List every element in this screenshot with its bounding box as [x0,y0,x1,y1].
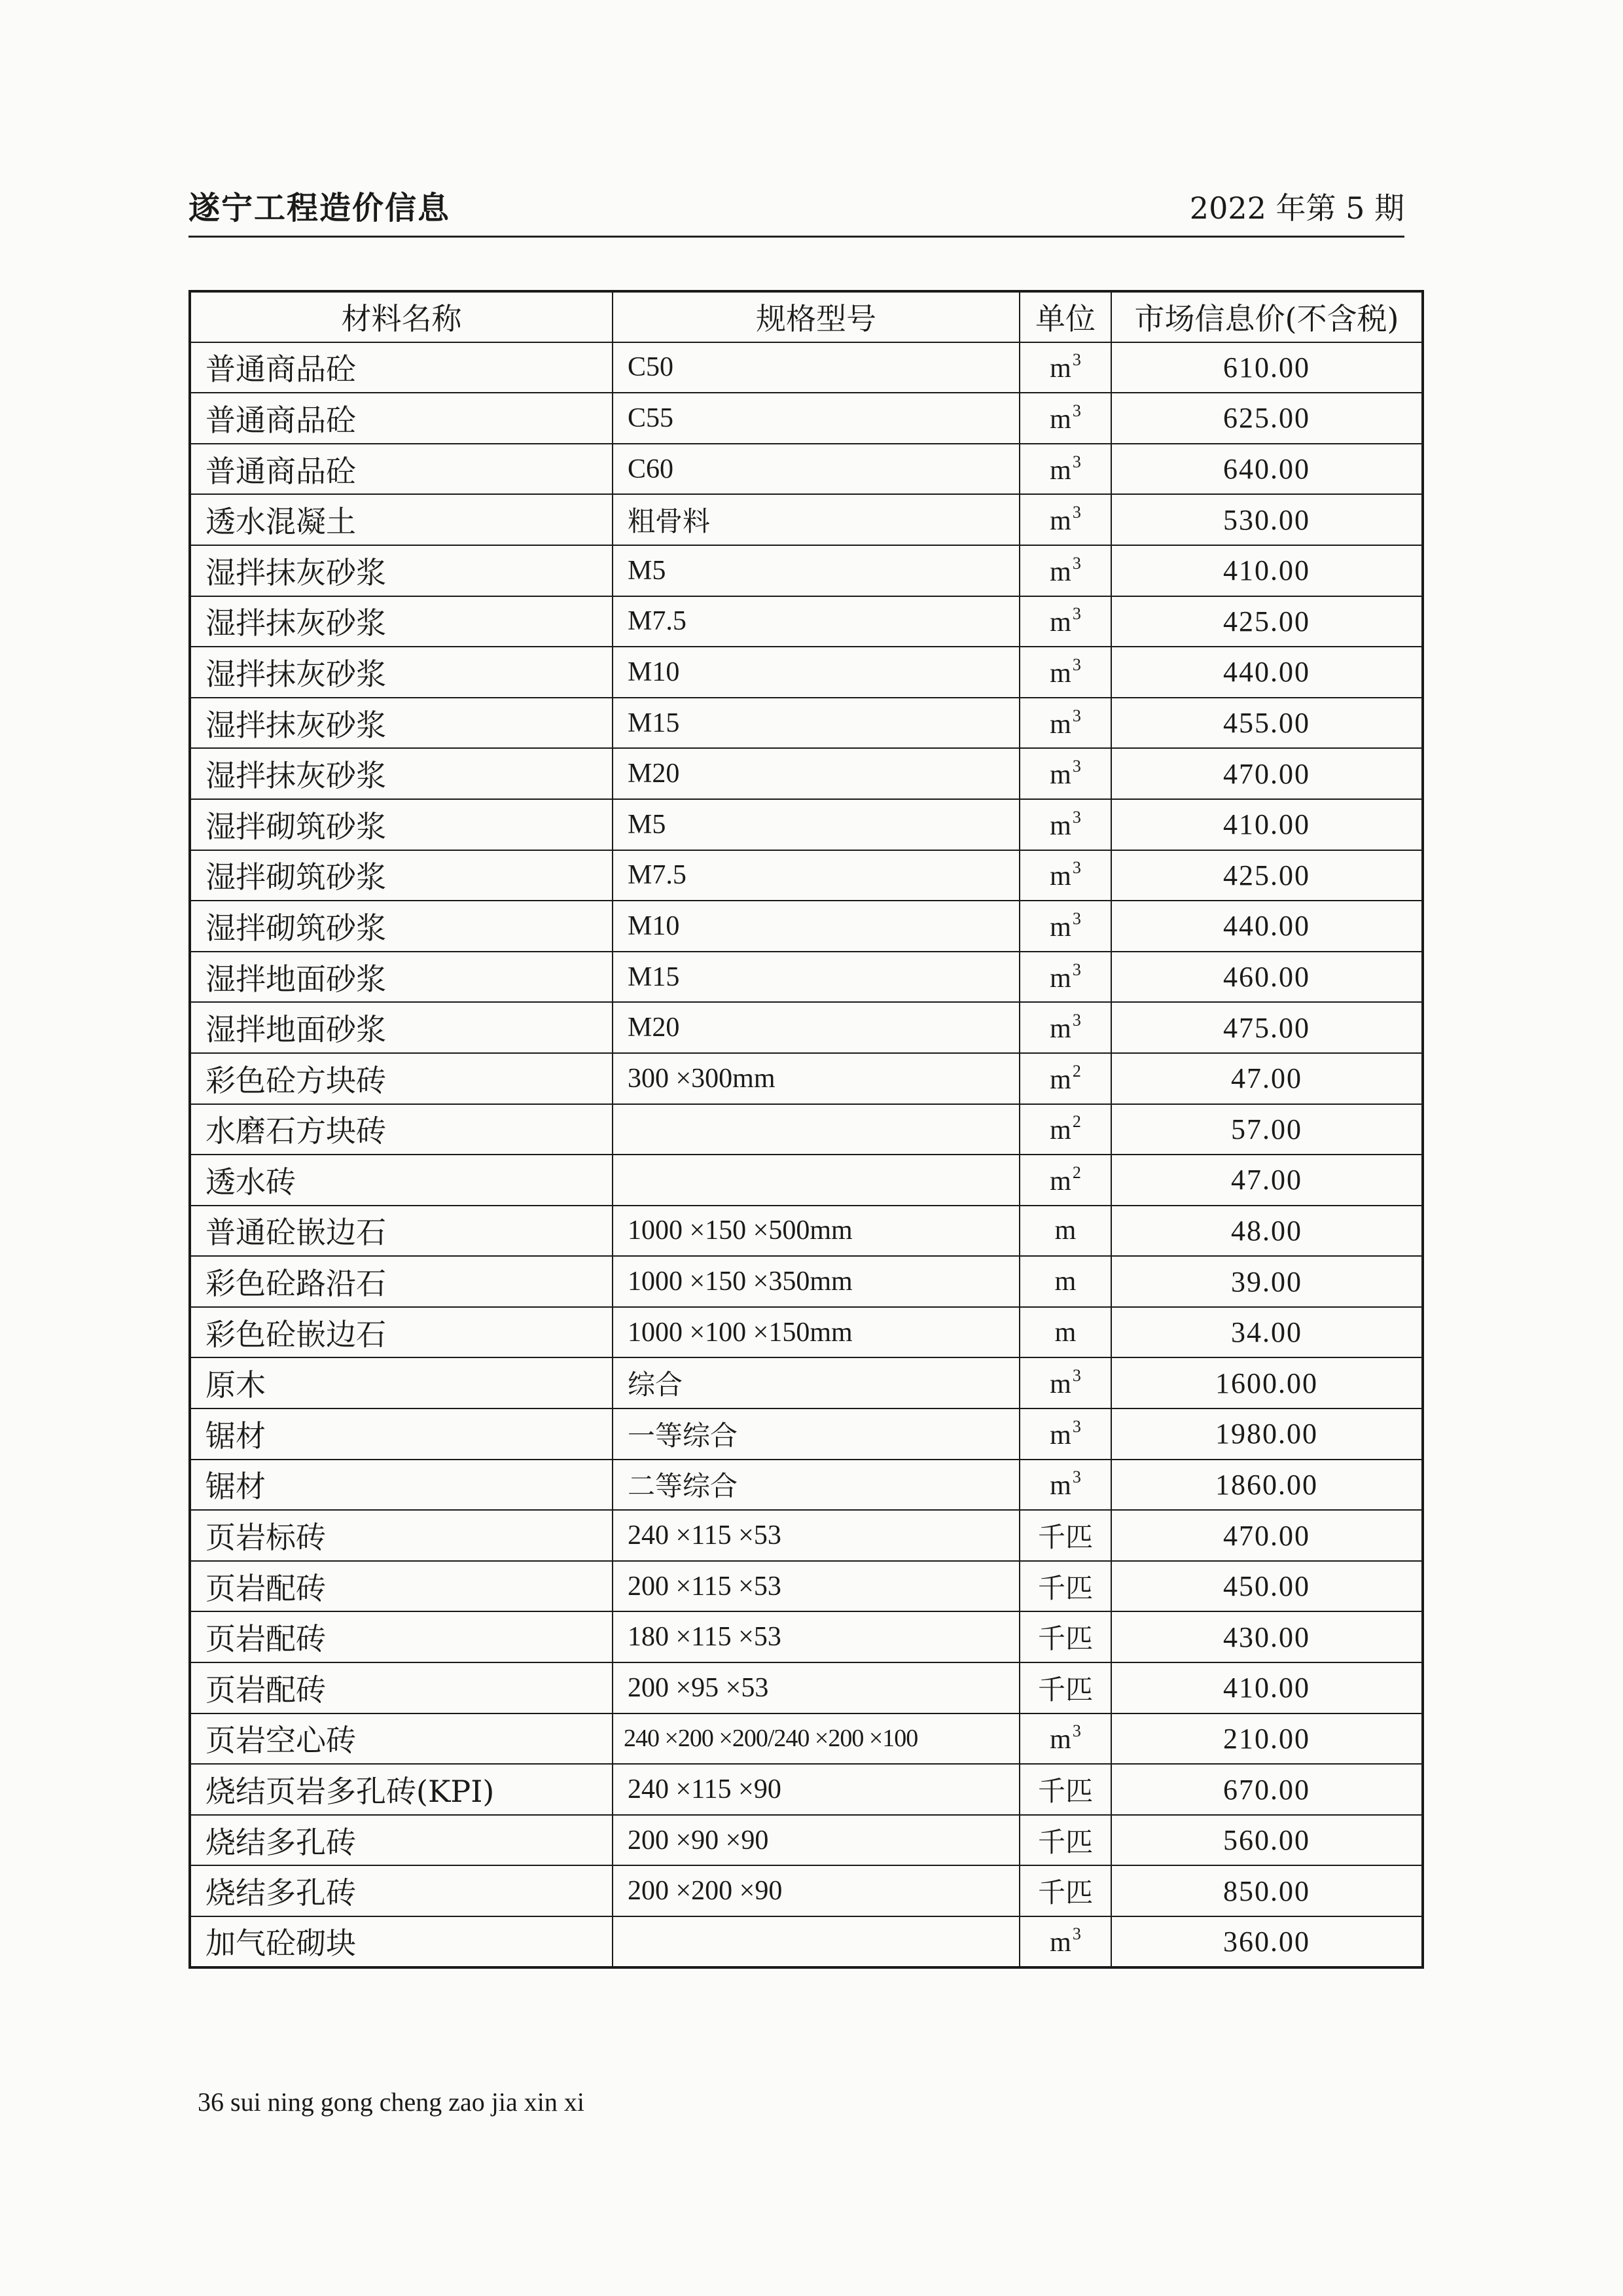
table-row [190,1865,1423,1916]
unit-exponent: 3 [1072,908,1081,928]
table-row [190,1408,1423,1460]
unit-exponent: 3 [1072,1467,1081,1487]
specification-cell: 200 ×90 ×90 [613,1815,1020,1866]
unit-exponent: 3 [1072,1011,1081,1030]
market-price-cell: 640.00 [1111,444,1423,495]
material-name-cell: 透水混凝土 [190,494,613,545]
unit-text: m [1050,1115,1071,1146]
table-row [190,545,1423,596]
unit-cell [1020,799,1111,850]
unit-cell [1020,1002,1111,1053]
table-row [190,1155,1423,1206]
unit-cell [1020,545,1111,596]
specification-cell: 240 ×200 ×200/240 ×200 ×100 [613,1713,1020,1765]
market-price-cell: 610.00 [1111,342,1423,393]
market-price-cell: 47.00 [1111,1155,1423,1206]
unit-cell [1020,1460,1111,1511]
market-price-cell: 470.00 [1111,748,1423,799]
table-row [190,1611,1423,1662]
market-price-cell: 670.00 [1111,1764,1423,1815]
unit-text: 千匹 [1037,1523,1093,1554]
market-price-cell: 460.00 [1111,952,1423,1003]
table-row [190,1916,1423,1967]
market-price-cell: 470.00 [1111,1510,1423,1561]
specification-cell: 240 ×115 ×90 [613,1764,1020,1815]
unit-text: m [1050,607,1071,638]
specification-cell [613,1916,1020,1967]
unit-text: m [1050,760,1071,791]
specification-cell: 1000 ×150 ×500mm [613,1206,1020,1257]
unit-text: m [1054,1317,1077,1348]
page-footer: 36 sui ning gong cheng zao jia xin xi [198,2087,585,2117]
market-price-cell: 475.00 [1111,1002,1423,1053]
unit-text: m [1050,658,1071,689]
unit-exponent: 3 [1072,960,1081,979]
table-row [190,748,1423,799]
specification-cell: 200 ×115 ×53 [613,1561,1020,1612]
market-price-cell: 625.00 [1111,393,1423,444]
unit-cell [1020,1053,1111,1104]
unit-text: m [1050,1928,1071,1958]
table-row [190,494,1423,545]
table-row [190,1662,1423,1713]
table-row [190,444,1423,495]
market-price-cell: 440.00 [1111,647,1423,698]
market-price-cell: 850.00 [1111,1865,1423,1916]
material-name-cell: 普通商品砼 [190,393,613,444]
material-name-cell: 加气砼砌块 [190,1916,613,1967]
specification-cell: 1000 ×100 ×150mm [613,1307,1020,1358]
material-name-cell: 透水砖 [190,1155,613,1206]
specification-cell: C60 [613,444,1020,495]
specification-cell: M5 [613,545,1020,596]
material-name-cell: 普通商品砼 [190,444,613,495]
unit-exponent: 3 [1072,807,1081,827]
market-price-cell: 410.00 [1111,1662,1423,1713]
specification-cell: 二等综合 [613,1460,1020,1511]
market-price-cell: 1980.00 [1111,1408,1423,1460]
unit-exponent: 3 [1072,1924,1081,1944]
table-row [190,1104,1423,1155]
unit-text: m [1050,1471,1071,1501]
table-row [190,1815,1423,1866]
specification-cell: 300 ×300mm [613,1053,1020,1104]
specification-cell: C50 [613,342,1020,393]
unit-text: m [1050,455,1071,486]
material-name-cell: 页岩配砖 [190,1561,613,1612]
material-name-cell: 页岩标砖 [190,1510,613,1561]
material-name-cell: 湿拌抹灰砂浆 [190,698,613,749]
material-name-cell: 页岩空心砖 [190,1713,613,1765]
market-price-cell: 210.00 [1111,1713,1423,1765]
unit-cell [1020,342,1111,393]
specification-cell: M7.5 [613,850,1020,901]
unit-cell [1020,850,1111,901]
material-name-cell: 彩色砼嵌边石 [190,1307,613,1358]
unit-cell [1020,647,1111,698]
unit-exponent: 3 [1072,1366,1081,1386]
material-name-cell: 锯材 [190,1408,613,1460]
unit-text: 千匹 [1037,1777,1093,1808]
material-name-cell: 锯材 [190,1460,613,1511]
unit-text: m [1054,1266,1077,1297]
unit-cell [1020,1104,1111,1155]
unit-cell [1020,1561,1111,1612]
specification-cell: M15 [613,698,1020,749]
unit-cell [1020,444,1111,495]
specification-cell: 粗骨料 [613,494,1020,545]
specification-cell: M20 [613,748,1020,799]
unit-exponent: 3 [1072,706,1081,725]
unit-text: 千匹 [1037,1675,1093,1706]
table-row [190,647,1423,698]
specification-cell: M5 [613,799,1020,850]
column-header-material-name: 材料名称 [190,291,613,342]
unit-cell [1020,1916,1111,1967]
unit-cell [1020,901,1111,952]
table-row [190,1053,1423,1104]
table-row [190,952,1423,1003]
unit-cell [1020,1357,1111,1408]
column-header-unit: 单位 [1020,291,1111,342]
unit-cell [1020,1206,1111,1257]
unit-exponent: 3 [1072,452,1081,471]
unit-text: m [1050,404,1071,435]
unit-text: m [1050,709,1071,740]
unit-text: m [1050,861,1071,892]
table-row [190,850,1423,901]
unit-text: m [1050,506,1071,537]
unit-exponent: 3 [1072,1416,1081,1436]
table-row [190,1561,1423,1612]
material-name-cell: 原木 [190,1357,613,1408]
specification-cell: 200 ×95 ×53 [613,1662,1020,1713]
table-row [190,1764,1423,1815]
specification-cell: M20 [613,1002,1020,1053]
market-price-cell: 57.00 [1111,1104,1423,1155]
table-row [190,1002,1423,1053]
unit-cell [1020,1815,1111,1866]
unit-exponent: 3 [1072,553,1081,573]
material-name-cell: 普通商品砼 [190,342,613,393]
table-row [190,1510,1423,1561]
specification-cell: C55 [613,393,1020,444]
specification-cell: M10 [613,901,1020,952]
specification-cell: M10 [613,647,1020,698]
table-row [190,393,1423,444]
unit-text: m [1050,810,1071,841]
unit-text: m [1050,963,1071,994]
unit-cell [1020,748,1111,799]
specification-cell: 一等综合 [613,1408,1020,1460]
material-name-cell: 页岩配砖 [190,1611,613,1662]
table-row [190,1256,1423,1307]
specification-cell: 180 ×115 ×53 [613,1611,1020,1662]
market-price-cell: 455.00 [1111,698,1423,749]
market-price-cell: 1600.00 [1111,1357,1423,1408]
unit-exponent: 3 [1072,401,1081,420]
market-price-cell: 360.00 [1111,1916,1423,1967]
unit-cell [1020,1865,1111,1916]
market-price-cell: 34.00 [1111,1307,1423,1358]
market-price-cell: 48.00 [1111,1206,1423,1257]
unit-cell [1020,393,1111,444]
column-header-market-price: 市场信息价(不含税) [1111,291,1423,342]
market-price-cell: 1860.00 [1111,1460,1423,1511]
unit-cell [1020,1155,1111,1206]
market-price-cell: 425.00 [1111,596,1423,647]
specification-cell: M15 [613,952,1020,1003]
unit-exponent: 2 [1072,1061,1081,1081]
unit-cell [1020,1307,1111,1358]
unit-cell [1020,1256,1111,1307]
unit-text: m [1050,556,1071,587]
unit-cell [1020,1764,1111,1815]
unit-text: m [1050,1064,1071,1095]
table-row [190,799,1423,850]
unit-cell [1020,1510,1111,1561]
market-price-cell: 450.00 [1111,1561,1423,1612]
unit-exponent: 3 [1072,503,1081,522]
material-name-cell: 湿拌抹灰砂浆 [190,596,613,647]
table-row [190,1206,1423,1257]
unit-exponent: 2 [1072,1112,1081,1132]
material-name-cell: 彩色砼方块砖 [190,1053,613,1104]
table-row [190,901,1423,952]
unit-cell [1020,698,1111,749]
specification-cell: M7.5 [613,596,1020,647]
column-header-specification: 规格型号 [613,291,1020,342]
unit-text: 千匹 [1037,1827,1093,1858]
market-price-cell: 430.00 [1111,1611,1423,1662]
unit-text: m [1054,1215,1077,1246]
unit-text: m [1050,1725,1071,1755]
publication-title: 遂宁工程造价信息 [188,190,451,226]
unit-exponent: 3 [1072,350,1081,370]
table-row [190,698,1423,749]
material-name-cell: 湿拌抹灰砂浆 [190,748,613,799]
unit-cell [1020,1713,1111,1765]
material-name-cell: 彩色砼路沿石 [190,1256,613,1307]
table-row [190,1307,1423,1358]
unit-text: m [1050,1369,1071,1400]
unit-cell [1020,494,1111,545]
material-name-cell: 湿拌砌筑砂浆 [190,850,613,901]
unit-text: 千匹 [1037,1878,1093,1909]
material-name-cell: 湿拌抹灰砂浆 [190,647,613,698]
material-name-cell: 湿拌砌筑砂浆 [190,901,613,952]
material-name-cell: 普通砼嵌边石 [190,1206,613,1257]
unit-text: m [1050,1166,1071,1196]
specification-cell [613,1104,1020,1155]
material-name-cell: 烧结多孔砖 [190,1815,613,1866]
market-price-cell: 425.00 [1111,850,1423,901]
material-name-cell: 页岩配砖 [190,1662,613,1713]
unit-exponent: 3 [1072,655,1081,674]
unit-text: 千匹 [1037,1573,1093,1604]
unit-cell [1020,1408,1111,1460]
table-row [190,596,1423,647]
unit-cell [1020,1662,1111,1713]
table-row [190,1357,1423,1408]
table-body [190,342,1423,1967]
material-price-table [188,290,1424,1969]
market-price-cell: 530.00 [1111,494,1423,545]
material-name-cell: 湿拌抹灰砂浆 [190,545,613,596]
material-name-cell: 烧结多孔砖 [190,1865,613,1916]
unit-exponent: 3 [1072,1721,1081,1741]
unit-exponent: 3 [1072,858,1081,878]
material-name-cell: 烧结页岩多孔砖(KPI) [190,1764,613,1815]
table-row [190,342,1423,393]
market-price-cell: 560.00 [1111,1815,1423,1866]
unit-text: m [1050,353,1071,384]
specification-cell: 240 ×115 ×53 [613,1510,1020,1561]
issue-label: 2022 年第 5 期 [1189,190,1404,226]
specification-cell [613,1155,1020,1206]
market-price-cell: 47.00 [1111,1053,1423,1104]
market-price-cell: 440.00 [1111,901,1423,952]
specification-cell: 200 ×200 ×90 [613,1865,1020,1916]
unit-exponent: 3 [1072,604,1081,624]
unit-text: m [1050,912,1071,942]
page-header [188,182,1404,228]
specification-cell: 综合 [613,1357,1020,1408]
unit-text: m [1050,1014,1071,1045]
unit-exponent: 3 [1072,757,1081,776]
material-name-cell: 湿拌砌筑砂浆 [190,799,613,850]
specification-cell: 1000 ×150 ×350mm [613,1256,1020,1307]
table-row [190,1460,1423,1511]
table-row [190,1713,1423,1765]
unit-cell [1020,952,1111,1003]
material-name-cell: 水磨石方块砖 [190,1104,613,1155]
market-price-cell: 39.00 [1111,1256,1423,1307]
unit-text: m [1050,1420,1071,1450]
header-divider [188,236,1404,238]
table-header-row [190,291,1423,342]
unit-cell [1020,1611,1111,1662]
unit-exponent: 2 [1072,1162,1081,1182]
market-price-cell: 410.00 [1111,799,1423,850]
market-price-cell: 410.00 [1111,545,1423,596]
unit-text: 千匹 [1037,1624,1093,1655]
material-name-cell: 湿拌地面砂浆 [190,1002,613,1053]
unit-cell [1020,596,1111,647]
material-name-cell: 湿拌地面砂浆 [190,952,613,1003]
